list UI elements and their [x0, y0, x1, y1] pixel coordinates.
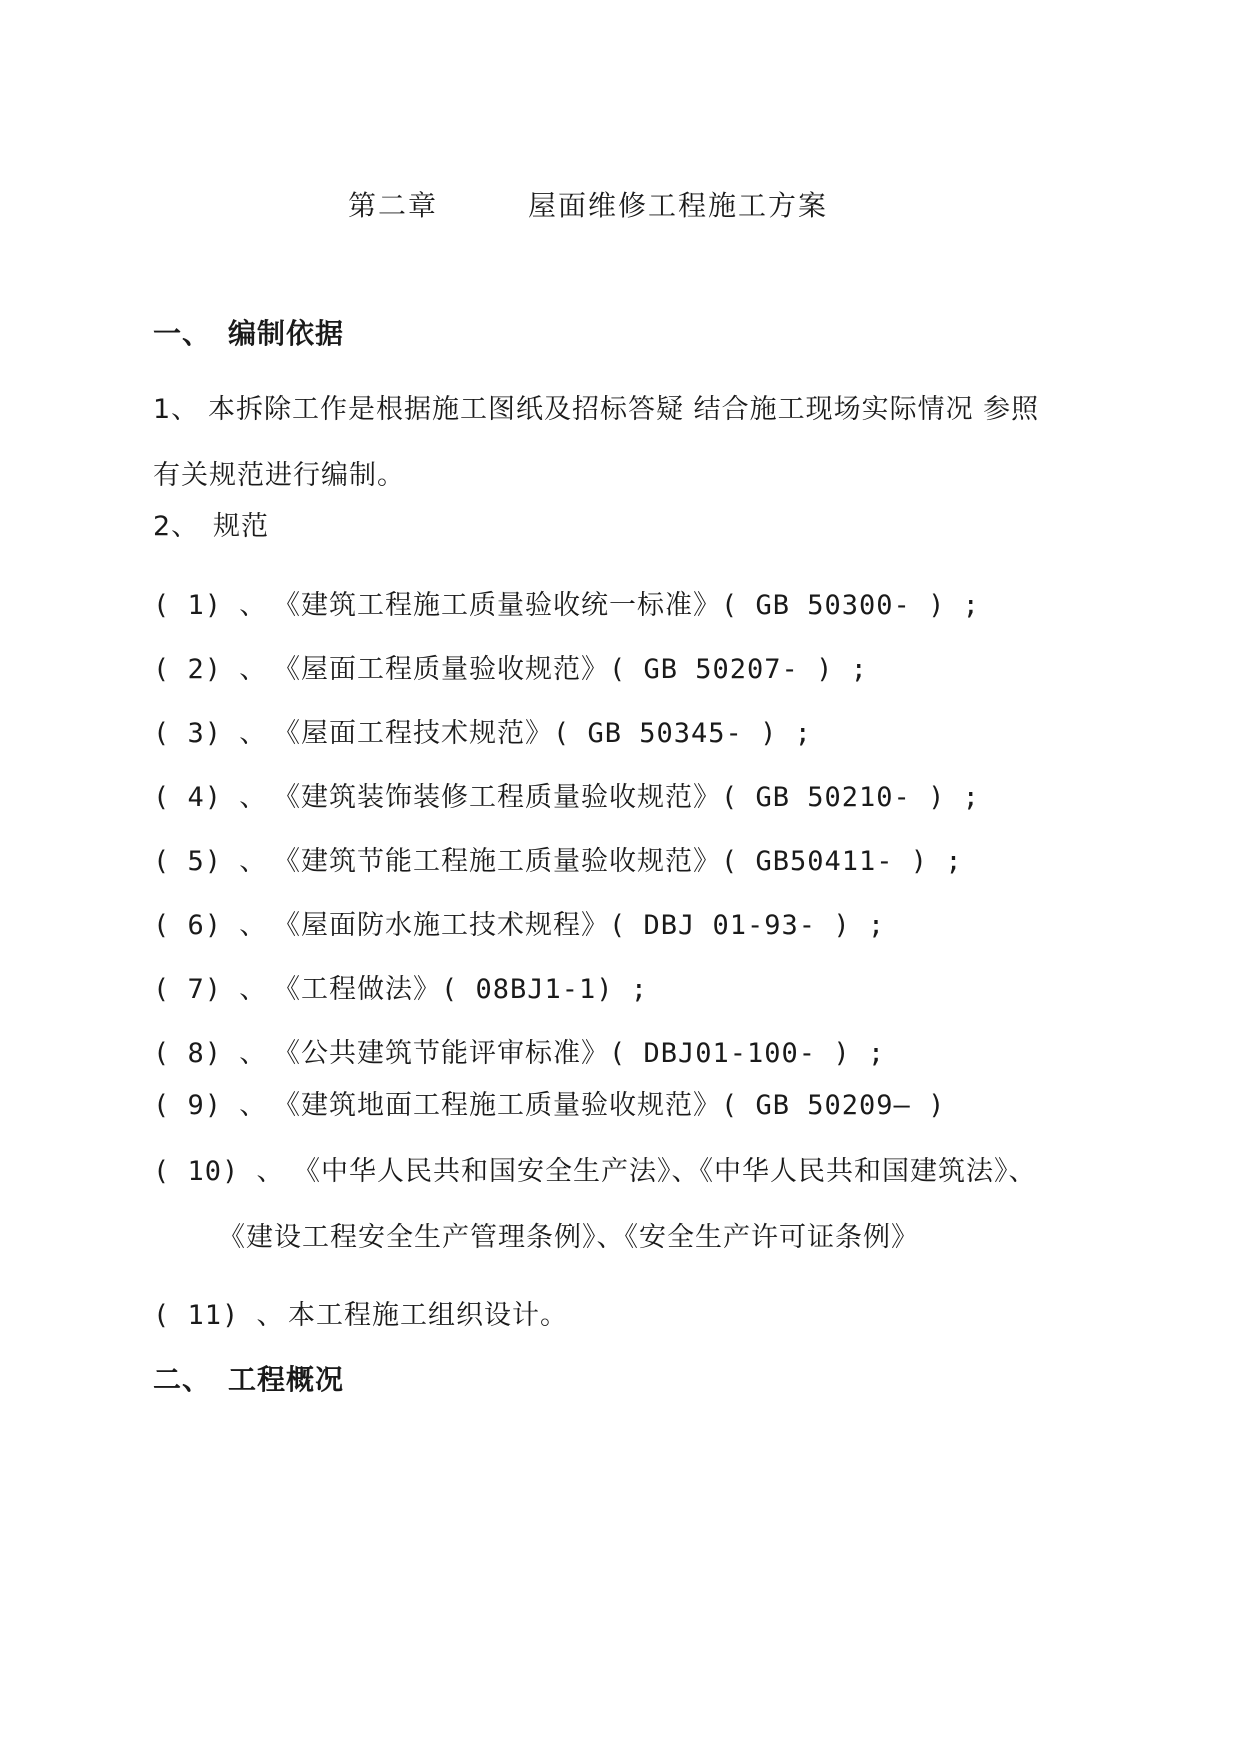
standard-text-4: 《建筑装饰装修工程质量验收规范》( GB 50210- ) ;: [273, 782, 980, 813]
chapter-title: 屋面维修工程施工方案: [528, 189, 829, 222]
standard-text-9: 《建筑地面工程施工质量验收规范》( GB 50209— ): [273, 1090, 946, 1121]
item2-number: 2、: [153, 511, 200, 542]
section2-number: 二、: [153, 1363, 212, 1396]
item2-text: 规范: [213, 511, 269, 542]
chapter-label: 第二章: [348, 189, 439, 222]
standard-number-9: ( 9) 、: [153, 1090, 268, 1121]
section2-title: 工程概况: [228, 1363, 345, 1396]
item11-text: 本工程施工组织设计。: [288, 1300, 568, 1331]
item1-text-line2: 有关规范进行编制。: [153, 460, 405, 491]
standard-number-2: ( 2) 、: [153, 654, 268, 685]
item11-number: ( 11) 、: [153, 1300, 285, 1331]
item10-text-line2: 《建设工程安全生产管理条例》、《安全生产许可证条例》: [218, 1222, 919, 1253]
standard-text-1: 《建筑工程施工质量验收统一标准》( GB 50300- ) ;: [273, 590, 980, 621]
section1-number: 一、: [153, 317, 212, 350]
standard-number-7: ( 7) 、: [153, 974, 268, 1005]
standard-number-1: ( 1) 、: [153, 590, 268, 621]
standard-text-8: 《公共建筑节能评审标准》( DBJ01-100- ) ;: [273, 1038, 886, 1069]
item10-number: ( 10) 、: [153, 1156, 285, 1187]
standard-number-8: ( 8) 、: [153, 1038, 268, 1069]
section1-title: 编制依据: [228, 317, 345, 350]
item10-text-line1: 《中华人民共和国安全生产法》、《中华人民共和国建筑法》、: [293, 1156, 1037, 1187]
standard-text-2: 《屋面工程质量验收规范》( GB 50207- ) ;: [273, 654, 868, 685]
standard-text-5: 《建筑节能工程施工质量验收规范》( GB50411- ) ;: [273, 846, 963, 877]
item1-text-line1: 本拆除工作是根据施工图纸及招标答疑 结合施工现场实际情况 参照: [208, 394, 1040, 425]
standard-text-7: 《工程做法》( 08BJ1-1) ;: [273, 974, 649, 1005]
standard-number-5: ( 5) 、: [153, 846, 268, 877]
standard-text-6: 《屋面防水施工技术规程》( DBJ 01-93- ) ;: [273, 910, 886, 941]
standard-text-3: 《屋面工程技术规范》( GB 50345- ) ;: [273, 718, 812, 749]
standard-number-3: ( 3) 、: [153, 718, 268, 749]
standard-number-4: ( 4) 、: [153, 782, 268, 813]
item1-number: 1、: [153, 394, 200, 425]
standard-number-6: ( 6) 、: [153, 910, 268, 941]
